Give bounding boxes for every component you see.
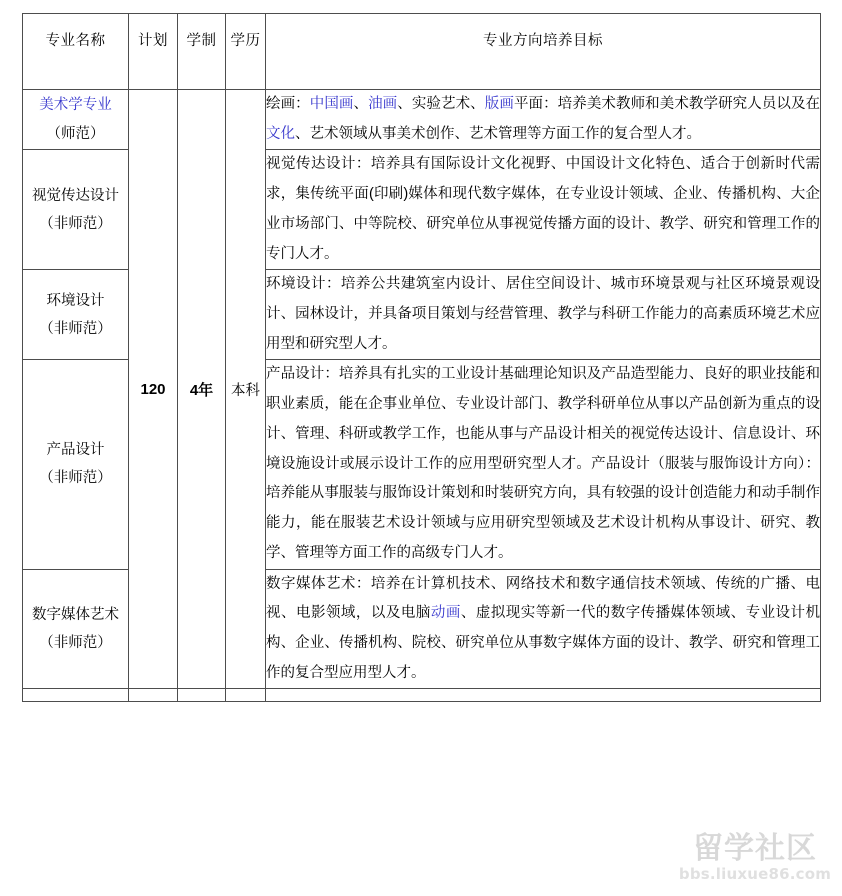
header-cell-plan (129, 14, 178, 90)
inline-text: 绘画： (266, 96, 310, 112)
major-name-main: 视觉传达设计 (32, 187, 119, 204)
inline-link[interactable]: 油画 (368, 96, 398, 112)
inline-text: 、实验艺术、 (397, 96, 485, 112)
goal-cell (266, 150, 821, 270)
inline-link[interactable]: 文化 (266, 125, 295, 142)
inline-link[interactable]: 动画 (430, 605, 461, 622)
major-name-suffix: （非师范） (39, 320, 112, 337)
major-name-main: 产品设计 (46, 442, 105, 459)
header-label-major-name: 专业名称 (45, 33, 106, 49)
table-body (23, 14, 821, 702)
degree-value-cell (226, 90, 266, 689)
site-watermark (672, 831, 838, 896)
inline-text: 产品设计：培养具有扎实的工业设计基础理论知识及产品造型能力、良好的职业技能和职业素质，能在企事业单位、专业设计部门、教学科研单位从事以产品创新为重点的设计、管理、科研或教学工作，也能从事与产品设计相关的视觉传达设计、信息设计、环境设施设计或展示设计工作的应用型研究型人才。产品设计（服装与服饰设计方向）：培养能从事服装与服饰设计策划和时装研究方向，具有较强的设计创造能力和动手制作能力，能在服装艺术设计领域与应用研究型领域及艺术设计机构从事设计、研究、教学、管理等方面工作的高级专门人才。 (266, 366, 820, 561)
major-name-suffix: （非师范） (39, 215, 112, 232)
table-header-row (23, 14, 821, 90)
major-name-cell (23, 150, 129, 270)
header-cell-degree (226, 14, 266, 90)
header-cell-years (178, 14, 226, 90)
header-label-goal: 专业方向培养目标 (483, 33, 603, 49)
watermark-site-name: 留学社区 (693, 831, 817, 866)
major-name-cell (23, 360, 129, 569)
inline-link[interactable]: 版画 (484, 96, 514, 112)
partial-cell-goal (266, 689, 821, 702)
major-name-cell (23, 270, 129, 360)
header-label-years: 学制 (186, 33, 217, 49)
header-label-degree: 学历 (230, 33, 261, 49)
major-name-link[interactable]: 美术学专业 (39, 97, 112, 114)
partial-cell-degree (226, 689, 266, 702)
major-name-suffix: （非师范） (39, 470, 112, 487)
inline-text: 视觉传达设计：培养具有国际设计文化视野、中国设计文化特色、适合于创新时代需求，集传统平面(印刷)媒体和现代数字媒体，在专业设计领域、企业、传播机构、大企业市场部门、中等院校、研究单位从事视觉传播方面的设计、教学、研究和管理工作的专门人才。 (266, 156, 820, 262)
years-value: 4年 (189, 381, 214, 399)
header-cell-goal (266, 14, 821, 90)
major-name-main: 环境设计 (46, 292, 105, 309)
header-cell-major-name (23, 14, 129, 90)
partial-cell-years (178, 689, 226, 702)
major-name-cell (23, 569, 129, 689)
plan-value: 120 (140, 380, 166, 398)
major-name-cell (23, 90, 129, 150)
inline-text: 平面：培养美术教师和美术教学研究人员以及在 (513, 96, 821, 112)
inline-link[interactable]: 中国画 (309, 96, 354, 112)
partial-cell-name (23, 689, 129, 702)
major-name-main: 数字媒体艺术 (32, 606, 119, 623)
goal-cell (266, 569, 821, 689)
goal-text (266, 90, 820, 149)
inline-text: 、 (353, 96, 369, 112)
goal-text (266, 270, 820, 359)
inline-text: 环境设计：培养公共建筑室内设计、居住空间设计、城市环境景观与社区环境景观设计、园林设计，并具备项目策划与经营管理、教学与科研工作能力的高素质环境艺术应用型和研究型人才。 (266, 276, 820, 352)
majors-table (22, 13, 821, 702)
plan-value-cell (129, 90, 178, 689)
major-name-suffix: （非师范） (39, 634, 112, 651)
goal-cell (266, 270, 821, 360)
goal-cell (266, 360, 821, 569)
goal-text (266, 360, 820, 568)
inline-text: 数字媒体艺术：培养在计算机技术、网络技术和数字通信技术领域、传统的广播、电视、电影领域，以及电脑 (266, 575, 820, 622)
goal-text (266, 150, 820, 269)
goal-text (266, 570, 820, 689)
inline-text: 、虚拟现实等新一代的数字传播媒体领域、专业设计机构、企业、传播机构、院校、研究单位从事数字媒体方面的设计、教学、研究和管理工作的复合型应用型人才。 (266, 605, 821, 681)
inline-text: 、艺术领域从事美术创作、艺术管理等方面工作的复合型人才。 (295, 125, 701, 142)
goal-cell (266, 90, 821, 150)
degree-value: 本科 (231, 382, 260, 399)
header-label-plan: 计划 (138, 33, 168, 49)
table-row-partial (23, 689, 821, 702)
partial-cell-plan (129, 689, 178, 702)
major-name-suffix: （师范） (46, 125, 105, 142)
years-value-cell (178, 90, 226, 689)
watermark-site-url: bbs.liuxue86.com (678, 865, 832, 883)
table-row (23, 90, 821, 150)
